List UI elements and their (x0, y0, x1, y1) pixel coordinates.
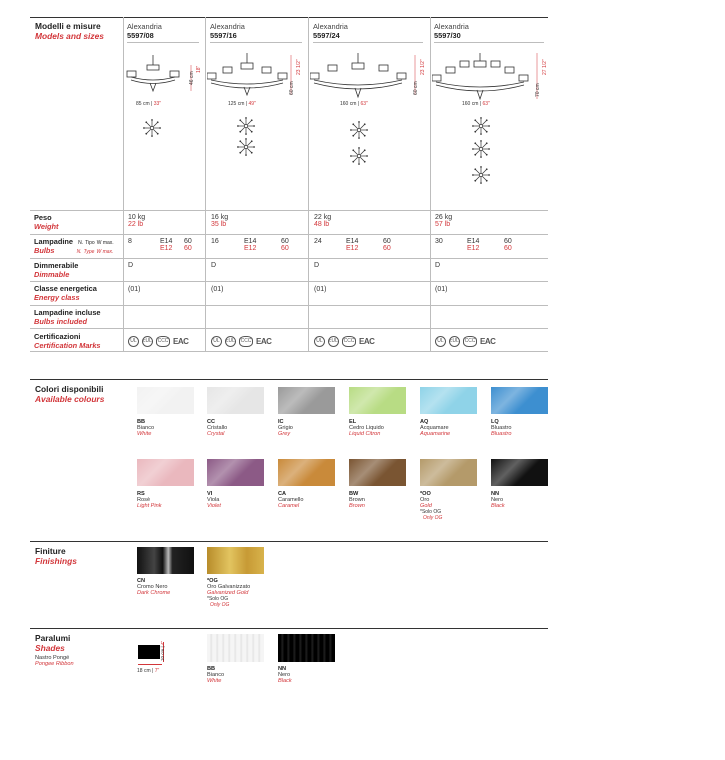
row-label-energy: Classe energetica Energy class (34, 284, 97, 302)
cell-bulbs-type: E14 E12 (346, 238, 359, 252)
color-name-it: Cristallo (207, 425, 228, 431)
color-label (137, 491, 162, 509)
cell-energy: (01) (435, 286, 448, 293)
cert-marks (435, 333, 495, 351)
eac-mark-icon: EAC (173, 337, 189, 347)
cell-weight: 10 kg 22 lb (128, 214, 146, 228)
section-rule (30, 541, 548, 542)
color-name-it: Brown (349, 497, 365, 503)
shade-label: NN Nero Black (278, 666, 292, 684)
cell-bulbs-type: E14 E12 (467, 238, 480, 252)
dim-width: 85 cm | 33" (136, 101, 162, 107)
color-code: CC (207, 419, 216, 425)
cell-bulbs-type: E14 E12 (160, 238, 173, 252)
color-swatch-ca[interactable] (278, 459, 335, 486)
color-code: LQ (491, 419, 499, 425)
color-swatch-vi[interactable] (207, 459, 264, 486)
color-name-en: Violet (207, 503, 221, 509)
dim-height: 60 cm (289, 81, 295, 95)
cell-bulbs-wmax: 60 60 (383, 238, 391, 252)
ccc-mark-icon: CCC (156, 336, 170, 347)
finish-swatch-og[interactable] (207, 547, 264, 574)
eac-mark-icon: EAC (480, 337, 496, 347)
models-header-it: Modelli e misure (35, 21, 101, 31)
cell-energy: (01) (211, 286, 224, 293)
color-code: BB (137, 419, 146, 425)
top-view-icon (237, 117, 255, 135)
shade-dimension-icon (138, 645, 160, 659)
top-view-icon (237, 138, 255, 156)
colors-header: Colori disponibili Available colours (35, 384, 105, 404)
shade-width-label: 18 cm | 7" (137, 668, 160, 674)
color-name-it: Rosè (137, 497, 151, 503)
finishes-header: Finiture Finishings (35, 546, 77, 566)
row-divider (30, 305, 548, 306)
shades-header: Paralumi Shades Nastro Pongé Pongee Ribbon (35, 633, 74, 667)
ul-mark-icon: UL (435, 336, 446, 347)
dim-height-in: 18" (196, 65, 202, 73)
color-note: *Solo OG (420, 509, 442, 515)
section-rule (30, 379, 548, 380)
cell-dimmable: D (128, 262, 134, 269)
color-swatch-el[interactable] (349, 387, 406, 414)
cul-mark-icon: cUL (449, 336, 460, 347)
cell-weight: 22 kg 48 lb (314, 214, 332, 228)
cell-bulbs-n: 24 (314, 238, 322, 245)
finish-label: *OG Oro Galvanizzato Galvanized Gold *Solo OG Only OG (207, 578, 251, 608)
ccc-mark-icon: CCC (463, 336, 477, 347)
color-name-en: Aquamarine (420, 431, 451, 437)
color-label (137, 419, 154, 437)
dim-height: 70 cm (535, 83, 541, 97)
dim-width: 125 cm | 49" (228, 101, 256, 107)
ccc-mark-icon: CCC (239, 336, 253, 347)
color-name-it: Bluastro (491, 425, 512, 431)
color-swatch-ic[interactable] (278, 387, 335, 414)
color-name-it: Bianco (137, 425, 155, 431)
color-name-en: Caramel (278, 503, 300, 509)
cell-energy: (01) (128, 286, 141, 293)
color-name-it: Nero (491, 497, 504, 503)
color-label (491, 419, 512, 437)
color-label (349, 419, 384, 437)
cell-bulbs-n: 8 (128, 238, 132, 245)
cell-dimmable: D (314, 262, 320, 269)
dim-height-in: 23 1/2" (296, 59, 302, 75)
color-name-en: Light Pink (137, 503, 162, 509)
models-header-en: Models and sizes (35, 31, 104, 41)
color-name-en: Grey (278, 431, 291, 437)
dim-height: 60 cm (413, 81, 419, 95)
color-code: CA (278, 491, 287, 497)
dim-width: 160 cm | 63" (340, 101, 368, 107)
ul-mark-icon: UL (128, 336, 139, 347)
eac-mark-icon: EAC (256, 337, 272, 347)
cell-bulbs-wmax: 60 60 (504, 238, 512, 252)
top-view-icon (472, 140, 490, 158)
color-name-it: Grigio (278, 425, 293, 431)
cell-weight: 26 kg 57 lb (435, 214, 453, 228)
cell-energy: (01) (314, 286, 327, 293)
color-label (207, 491, 221, 509)
model-header: Alexandria 5597/24 (313, 22, 348, 40)
color-note-en: Only OG (423, 515, 443, 521)
color-name-it: Acquamare (420, 425, 449, 431)
shade-width-line (138, 664, 162, 665)
color-swatch-rs[interactable] (137, 459, 194, 486)
color-swatch-bb[interactable] (137, 387, 194, 414)
top-view-icon (472, 166, 490, 184)
cell-bulbs-wmax: 60 60 (281, 238, 289, 252)
color-swatch-aq[interactable] (420, 387, 477, 414)
ul-mark-icon: UL (314, 336, 325, 347)
top-view-icon (472, 117, 490, 135)
color-swatch-bw[interactable] (349, 459, 406, 486)
color-name-en: Crystal (207, 431, 225, 437)
row-divider (30, 328, 548, 329)
row-label-cert: Certificazioni Certification Marks (34, 332, 101, 350)
cell-bulbs-n: 30 (435, 238, 443, 245)
model-header: Alexandria 5597/30 (434, 22, 469, 40)
eac-mark-icon: EAC (359, 337, 375, 347)
row-divider (30, 234, 548, 235)
color-label (420, 419, 450, 437)
dim-width: 160 cm | 63" (462, 101, 490, 107)
ul-mark-icon: UL (211, 336, 222, 347)
color-label (349, 491, 365, 509)
row-label-bulbs: Lampadine N. Tipo W max. Bulbs N. Type W max. (34, 237, 114, 255)
dim-height-in: 27 1/2" (542, 59, 548, 75)
color-name-it: Oro (420, 497, 430, 503)
row-divider (30, 258, 548, 259)
color-code: AQ (420, 419, 429, 425)
top-view-icons (0, 0, 725, 200)
top-view-icon (143, 119, 161, 137)
row-label-dimmable: Dimmerabile Dimmable (34, 261, 79, 279)
color-name-it: Cedro Liquido (349, 425, 384, 431)
model-header: Alexandria 5597/08 (127, 22, 162, 40)
color-code: NN (491, 491, 500, 497)
color-swatch-oo[interactable] (420, 459, 477, 486)
color-label (491, 491, 505, 509)
cell-dimmable: D (435, 262, 441, 269)
color-code: *OO (420, 491, 431, 497)
color-name-en: Liquid Citron (349, 431, 381, 437)
finish-label: CN Cromo Nero Dark Chrome (137, 578, 171, 596)
color-label (420, 491, 442, 521)
cert-marks (128, 333, 188, 351)
cert-marks (211, 333, 271, 351)
shade-label: BB Bianco White (207, 666, 225, 684)
row-divider (30, 210, 548, 211)
dim-height: 46 cm (189, 71, 195, 85)
color-label (278, 419, 293, 437)
dim-height-in: 23 1/2" (420, 59, 426, 75)
cul-mark-icon: cUL (142, 336, 153, 347)
color-code: RS (137, 491, 145, 497)
cell-dimmable: D (211, 262, 217, 269)
shade-swatch-nn[interactable] (278, 634, 335, 662)
color-name-en: Brown (349, 503, 365, 509)
cert-marks (314, 333, 374, 351)
cul-mark-icon: cUL (225, 336, 236, 347)
color-name-en: Bluastro (491, 431, 512, 437)
color-code: VI (207, 491, 213, 497)
cell-bulbs-type: E14 E12 (244, 238, 257, 252)
color-code: IC (278, 419, 284, 425)
color-label (278, 491, 304, 509)
row-label-weight: Peso Weight (34, 213, 59, 231)
color-swatch-cc[interactable] (207, 387, 264, 414)
cell-weight: 16 kg 35 lb (211, 214, 229, 228)
color-name-en: Black (491, 503, 505, 509)
section-rule (30, 628, 548, 629)
color-name-it: Caramello (278, 497, 304, 503)
color-swatch-lq[interactable] (491, 387, 548, 414)
finish-swatch-cn[interactable] (137, 547, 194, 574)
shade-swatch-bb[interactable] (207, 634, 264, 662)
color-name-it: Viola (207, 497, 220, 503)
ccc-mark-icon: CCC (342, 336, 356, 347)
color-code: BW (349, 491, 359, 497)
top-view-icon (350, 147, 368, 165)
color-code: EL (349, 419, 357, 425)
color-name-en: Gold (420, 503, 432, 509)
color-swatch-nn[interactable] (491, 459, 548, 486)
row-divider (30, 351, 548, 352)
color-name-en: White (137, 431, 152, 437)
row-label-included: Lampadine incluse Bulbs included (34, 308, 101, 326)
top-view-icon (350, 121, 368, 139)
model-header: Alexandria 5597/16 (210, 22, 245, 40)
cul-mark-icon: cUL (328, 336, 339, 347)
cell-bulbs-n: 16 (211, 238, 219, 245)
row-divider (30, 281, 548, 282)
cell-bulbs-wmax: 60 60 (184, 238, 192, 252)
shade-height-label: 10 cm | 4" (160, 640, 165, 661)
color-label (207, 419, 227, 437)
